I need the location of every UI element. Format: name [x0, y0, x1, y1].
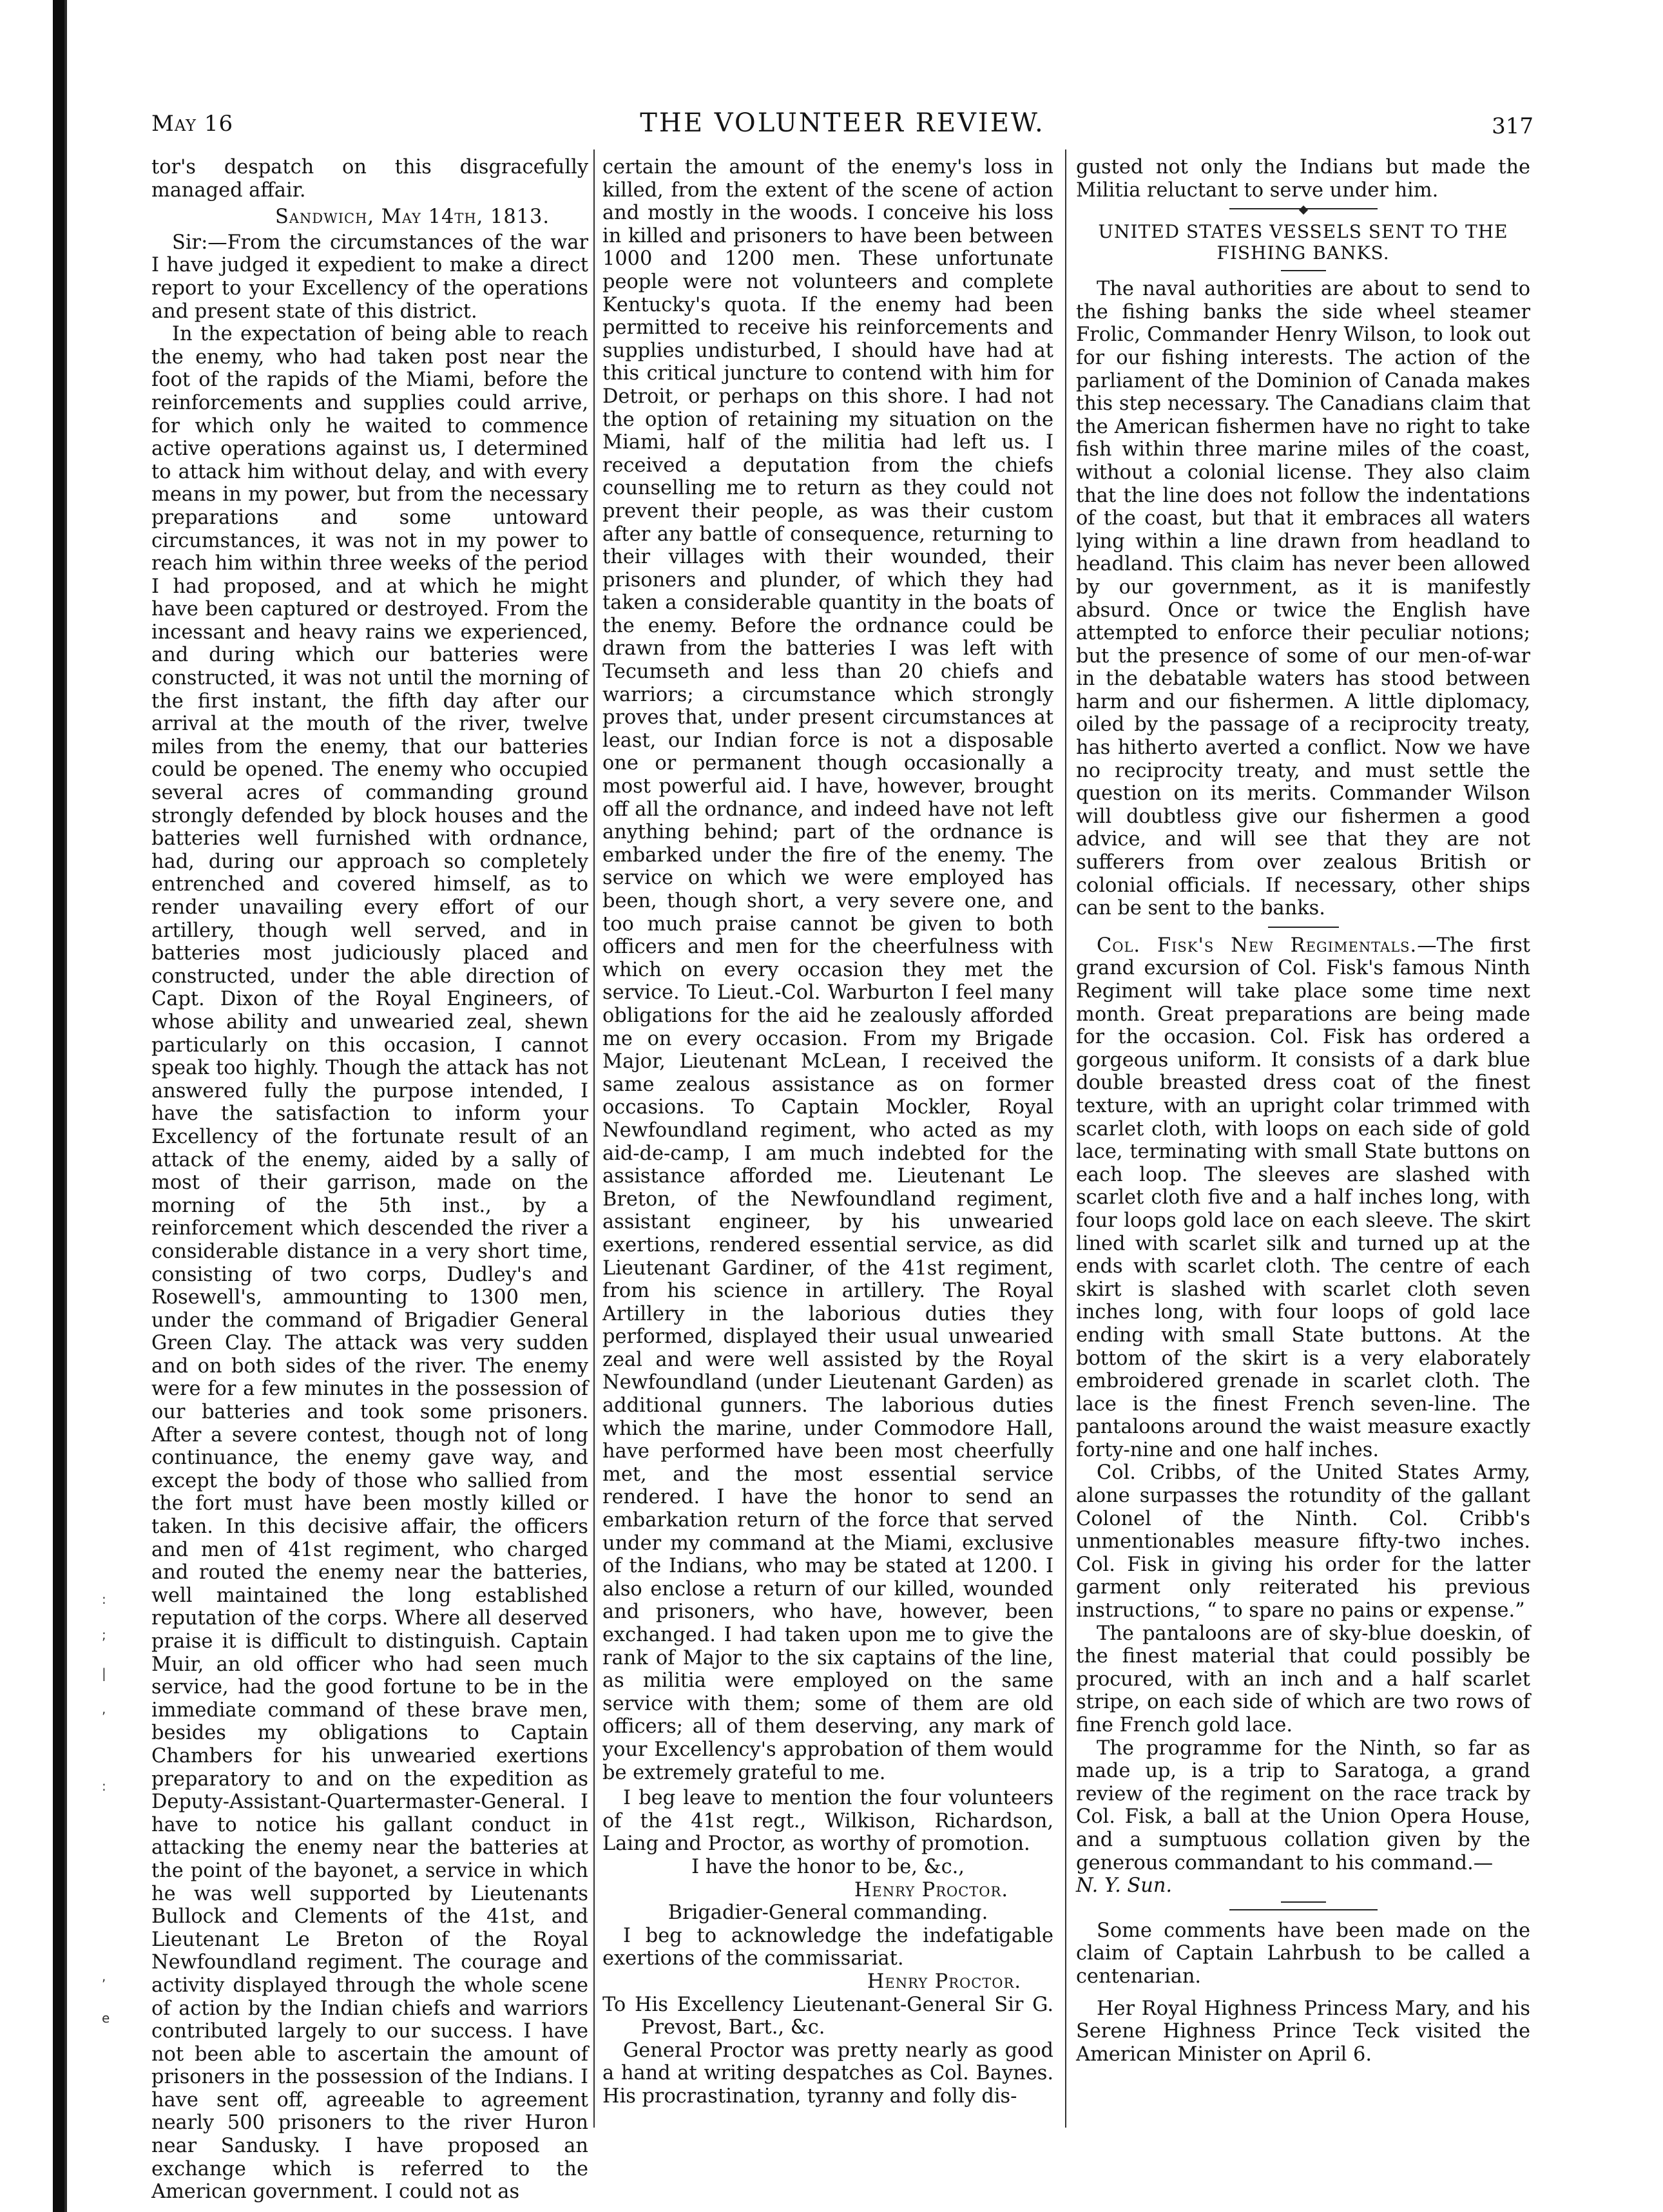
- paragraph: gusted not only the Indians but made the Militia reluctant to serve under him.: [1076, 156, 1530, 202]
- paragraph: General Proctor was pretty nearly as good a hand at writing despatches as Col. Baynes. His procrastination, tyranny and folly dis-: [602, 2039, 1053, 2108]
- column-2: [602, 156, 1053, 2108]
- margin-mark: e: [102, 2010, 110, 2026]
- margin-mark: ,: [102, 1968, 106, 1984]
- dateline: Sandwich, May 14th, 1813.: [274, 206, 550, 229]
- paragraph: I beg to acknowledge the indefatigable exertions of the commissariat.: [602, 1924, 1053, 1970]
- column-rule: [593, 149, 595, 2128]
- signature: Henry Proctor.: [867, 1970, 1021, 1993]
- page-number: 317: [1492, 113, 1533, 139]
- signature-title: Brigadier-General commanding.: [668, 1901, 988, 1925]
- paragraph: Col. Cribbs, of the United States Army, alone surpasses the rotundity of the gallant Colonel of the Ninth. Col. Cribb's unmentionables measure fifty-two inches. Col. Fisk in giving his order for the latter garment only reiterated his previous instructions, “ to spare no pains or expense.”: [1076, 1461, 1530, 1622]
- closing-line: I have the honor to be, &c.,: [691, 1855, 965, 1878]
- column-rule: [1065, 149, 1066, 2128]
- margin-mark: ,: [102, 1701, 106, 1717]
- issue-date: May 16: [151, 111, 234, 137]
- section-divider: [1229, 1909, 1378, 1910]
- paragraph: Sir:—From the circumstances of the war I have judged it expedient to make a direct report to your Excellency of the operations and present state of this district.: [151, 231, 588, 323]
- divider-ornament: [1298, 206, 1307, 215]
- source-credit: N. Y. Sun.: [1076, 1874, 1173, 1898]
- page-header: [151, 108, 1533, 144]
- margin-mark: :: [102, 1592, 106, 1607]
- paragraph: Some comments have been made on the claim of Captain Lahrbush to be called a centenarian.: [1076, 1919, 1530, 1988]
- signature: Henry Proctor.: [854, 1878, 1008, 1901]
- margin-mark: ;: [102, 1627, 106, 1642]
- column-1: [151, 156, 588, 2204]
- headline-rule: [1281, 270, 1326, 271]
- publication-title: THE VOLUNTEER REVIEW.: [640, 108, 1045, 138]
- article-headline: UNITED STATES VESSELS SENT TO THE FISHING BANKS.: [1098, 221, 1508, 264]
- paragraph: I beg leave to mention the four volunteers of the 41st regt., Wilkison, Richardson, Laing and Proctor, as worthy of promotion.: [602, 1787, 1053, 1856]
- paragraph: The programme for the Ninth, so far as made up, is a trip to Saratoga, a grand review of the regiment on the race track by Col. Fisk, a ball at the Union Opera House, and a sumptuous collation given by the generous commandant to his command.—: [1076, 1736, 1530, 1874]
- paragraph: In the expectation of being able to reach the enemy, who had taken post near the foot of the rapids of the Miami, before the reinforcements and supplies could arrive, for which only he waited to commence active operations against us, I determined to attack him without delay, and with every means in my power, but from the necessary preparations and some untoward circumstances, it was not in my power to reach him within three weeks of the period I had proposed, and at which he might have been captured or destroyed. From the incessant and heavy rains we experienced, and during which our batteries were constructed, it was not until the morning of the first instant, the fifth day after our arrival at the mouth of the river, twelve miles from the enemy, that our batteries could be opened. The enemy who occupied several acres of commanding ground strongly defended by block houses and the batteries well furnished with ordnance, had, during our approach so completely entrenched and covered himself, as to render unavailing every effort of our artillery, though well served, and in batteries most judiciously placed and constructed, under the able direction of Capt. Dixon of the Royal Engineers, of whose ability and unwearied zeal, shewn particularly on this occasion, I cannot speak too highly. Though the attack has not answered fully the purpose intended, I have the satisfaction to inform your Excellency of the fortunate result of an attack of the enemy, aided by a sally of most of their garrison, made on the morning of the 5th inst., by a reinforcement which descended the river a considerable distance in a very short time, consisting of two corps, Dudley's and Rosewell's, ammounting to 1300 men, under the command of Brigadier General Green Clay. The attack was very sudden and on both sides of the river. The enemy were for a few minutes in the possession of our batteries and took some prisoners. After a severe contest, though not of long continuance, the enemy gave way, and except the body of those who sallied from the fort must have been mostly killed or taken. In this decisive affair, the officers and men of 41st regiment, who charged and routed the enemy near the batteries, well maintained the long established reputation of the corps. Where all deserved praise it is difficult to distinguish. Captain Muir, an old officer who had seen much service, had the good fortune to be in the immediate command of these brave men, besides my obligations to Captain Chambers for his unwearied exertions preparatory to and on the expedition as Deputy-Assistant-Quartermaster-General. I have to notice his gallant conduct in attacking the enemy near the batteries at the point of the bayonet, a service in which he was well supported by Lieutenants Bullock and Clements of the 41st, and Lieutenant Le Breton of the Royal Newfoundland regiment. The courage and activity displayed through the whole scene of action by the Indian chiefs and warriors contributed largely to our success. I have not been able to ascertain the amount of prisoners in the possession of the Indians. I have sent off, agreeable to agreement nearly 500 prisoners to the river Huron near Sandusky. I have proposed an exchange which is referred to the American government. I could not as: [151, 323, 588, 2204]
- run-in-heading: Col. Fisk's New Regimentals.: [1097, 934, 1418, 957]
- section-divider: [1281, 1901, 1326, 1903]
- column-3: [1076, 156, 1530, 2066]
- paragraph: The naval authorities are about to send to the fishing banks the side wheel steamer Frolic, Commander Henry Wilson, to look out for our fishing interests. The action of the parliament of the Dominion of Canada makes this step necessary. The Canadians claim that the American fishermen have no right to take fish within three marine miles of the coast, without a colonial license. They also claim that the line does not follow the indentations of the coast, but that it embraces all waters lying within a line drawn from headland to headland. This claim has never been allowed by our government, as it is manifestly absurd. Once or twice the English have attempted to enforce their peculiar notions; but the presence of some of our men-of-war in the debatable waters has stood between harm and our fishermen. A little diplomacy, oiled by the passage of a reciprocity treaty, has hitherto averted a conflict. Now we have no reciprocity treaty, and must settle the question on its merits. Commander Wilson will doubtless give our fishermen a good advice, and will see that they are not sufferers from over zealous British or colonial officials. If necessary, other ships can be sent to the banks.: [1076, 278, 1530, 920]
- paragraph: —The first grand excursion of Col. Fisk's famous Ninth Regiment will take place some time next month. Great preparations are being made for the occasion. Col. Fisk has ordered a gorgeous uniform. It consists of a dark blue double breasted dress coat of the finest texture, with an upright colar trimmed with scarlet cloth, with loops on each side of gold lace, terminating with small State buttons on each loop. The sleeves are slashed with scarlet cloth five and a half inches long, with four loops gold lace on each sleeve. The skirt lined with scarlet silk and turned up at the ends with scarlet cloth. The centre of each skirt is slashed with scarlet cloth seven inches long, with four loops of gold lace ending with small State buttons. At the bottom of the skirt is a very elaborately embroidered grenade in scarlet cloth. The lace is the finest French seven-line. The pantaloons around the waist measure exactly forty-nine and one half inches.: [1076, 934, 1530, 1461]
- section-divider: [1268, 927, 1339, 928]
- paragraph: certain the amount of the enemy's loss in killed, from the extent of the scene of action and mostly in the woods. I conceive his loss in killed and prisoners to have been between 1000 and 1200 men. These unfortunate people were not volunteers and complete Kentucky's quota. If the enemy had been permitted to receive his reinforcements and supplies undisturbed, I should have had at this critical juncture to contend with him for Detroit, or perhaps on this shore. I had not the option of retaining my situation on the Miami, half of the militia had left us. I received a deputation from the chiefs counselling me to return as they could not prevent their people, as was their custom after any battle of consequence, returning to their villages with their wounded, their prisoners and plunder, of which they had taken a considerable quantity in the boats of the enemy. Before the ordnance could be drawn from the batteries I was left with Tecumseth and less than 20 chiefs and warriors; a circumstance which strongly proves that, under present circumstances at least, our Indian force is not a disposable one or permanent though occasionally a most powerful aid. I have, however, brought off all the ordnance, and indeed have not left anything behind; part of the ordnance is embarked under the fire of the enemy. The service on which we were employed has been, though short, a very severe one, and too much praise cannot be given to both officers and men for the cheerfulness with which on every occasion they met the service. To Lieut.-Col. Warburton I feel many obligations for the aid he zealously afforded me on every occasion. From my Brigade Major, Lieutenant McLean, I received the same zealous assistance as on former occasions. To Captain Mockler, Royal Newfoundland regiment, who acted as my aid-de-camp, I am much indebted for the assistance afforded me. Lieutenant Le Breton, of the Newfoundland regiment, assistant engineer, by his unwearied exertions, rendered essential service, as did Lieutenant Gardiner, of the 41st regiment, from his science in artillery. The Royal Artillery in the laborious duties they performed, displayed their usual unwearied zeal and were well assisted by the Royal Newfoundland (under Lieutenant Garden) as additional gunners. The laborious duties which the marine, under Commodore Hall, have performed have been most cheerfully met, and the most essential service rendered. I have the honor to send an embarkation return of the force that served under my command at the Miami, exclusive of the Indians, who may be stated at 1200. I also enclose a return of our killed, wounded and prisoners, who have, however, been exchanged. I had taken upon me to give the rank of Major to the six captains of the line, as militia were employed on the same service with them; some of them are old officers; all of them deserving, any mark of your Excellency's approbation of them would be extremely grateful to me.: [602, 156, 1053, 1784]
- page-binding-edge: [53, 0, 64, 2212]
- paragraph: The pantaloons are of sky-blue doeskin, of the finest material that could possibly be procured, with an inch and a half scarlet stripe, on each side of which are two rows of fine French gold lace.: [1076, 1622, 1530, 1736]
- addressee: To His Excellency Lieutenant-General Sir G. Prevost, Bart., &c.: [602, 1993, 1053, 2039]
- paragraph: tor's despatch on this disgracefully managed affair.: [151, 156, 588, 202]
- margin-mark: |: [102, 1666, 106, 1681]
- paragraph: Her Royal Highness Princess Mary, and his Serene Highness Prince Teck visited the American Minister on April 6.: [1076, 1997, 1530, 2066]
- page-binding-shadow: [64, 0, 67, 2212]
- margin-mark: :: [102, 1778, 106, 1794]
